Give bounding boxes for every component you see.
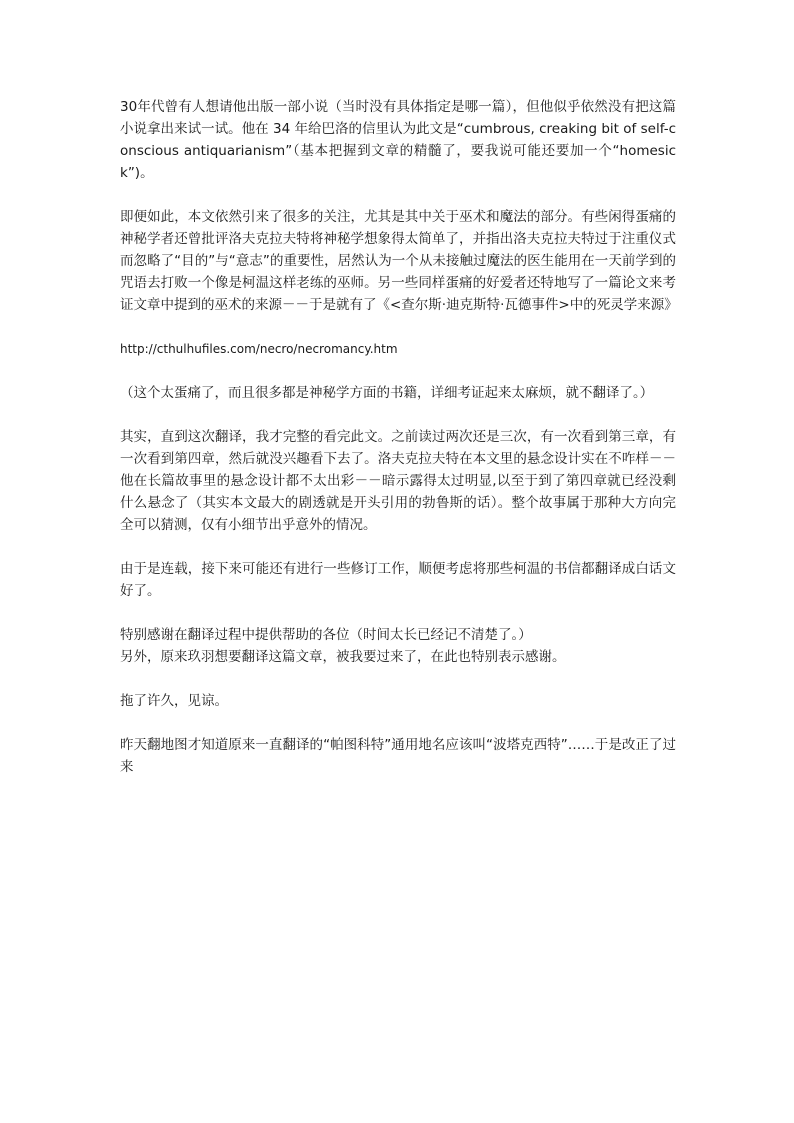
necromancy-link[interactable]: http://cthulhufiles.com/necro/necromancy.htm	[120, 342, 398, 356]
document-body	[120, 96, 676, 778]
paragraph-1930s-novel: 30年代曾有人想请他出版一部小说（当时没有具体指定是哪一篇），但他似乎依然没有把这篇小说拿出来试一试。他在 34 年给巴洛的信里认为此文是“cumbrous, creaking bit of self-conscious antiquarianism”（基本把握到文章的精髓了，要我说可能还要加一个“homesick”)。	[120, 99, 676, 181]
paragraph-serial-revision: 由于是连载，接下来可能还有进行一些修订工作，顺便考虑将那些柯温的书信都翻译成白话文好了。	[120, 561, 676, 599]
paragraph-not-translated-note: （这个太蛋痛了，而且很多都是神秘学方面的书籍，详细考证起来太麻烦，就不翻译了。）	[120, 385, 654, 401]
paragraph-reading-experience: 其实，直到这次翻译，我才完整的看完此文。之前读过两次还是三次，有一次看到第三章，有一次看到第四章，然后就没兴趣看下去了。洛夫克拉夫特在本文里的悬念设计实在不咋样－－他在长篇故事里的悬念设计都不太出彩－－暗示露得太过明显,以至于到了第四章就已经没剩什么悬念了（其实本文最大的剧透就是开头引用的勃鲁斯的话）。整个故事属于那种大方向完全可以猜测，仅有小细节出乎意外的情况。	[120, 429, 676, 533]
paragraph-apology: 拖了许久，见谅。	[120, 693, 228, 709]
paragraph-place-name-correction: 昨天翻地图才知道原来一直翻译的“帕图科特”通用地名应该叫“波塔克西特”……于是改正了过来	[120, 737, 676, 775]
paragraph-thanks-jiuyu: 另外，原来玖羽想要翻译这篇文章，被我要过来了，在此也特别表示感谢。	[120, 649, 566, 665]
paragraph-occult-attention: 即便如此，本文依然引来了很多的关注，尤其是其中关于巫术和魔法的部分。有些闲得蛋痛的神秘学者还曾批评洛夫克拉夫特将神秘学想象得太简单了，并指出洛夫克拉夫特过于注重仪式而忽略了“目的”与“意志”的重要性，居然认为一个从未接触过魔法的医生能用在一天前学到的咒语去打败一个像是柯温这样老练的巫师。另一些同样蛋痛的好爱者还特地写了一篇论文来考证文章中提到的巫术的来源－－于是就有了《<查尔斯·迪克斯特·瓦德事件>中的死灵学来源》	[120, 209, 678, 313]
paragraph-thanks: 特别感谢在翻译过程中提供帮助的各位（时间太长已经记不清楚了。）	[120, 627, 532, 643]
